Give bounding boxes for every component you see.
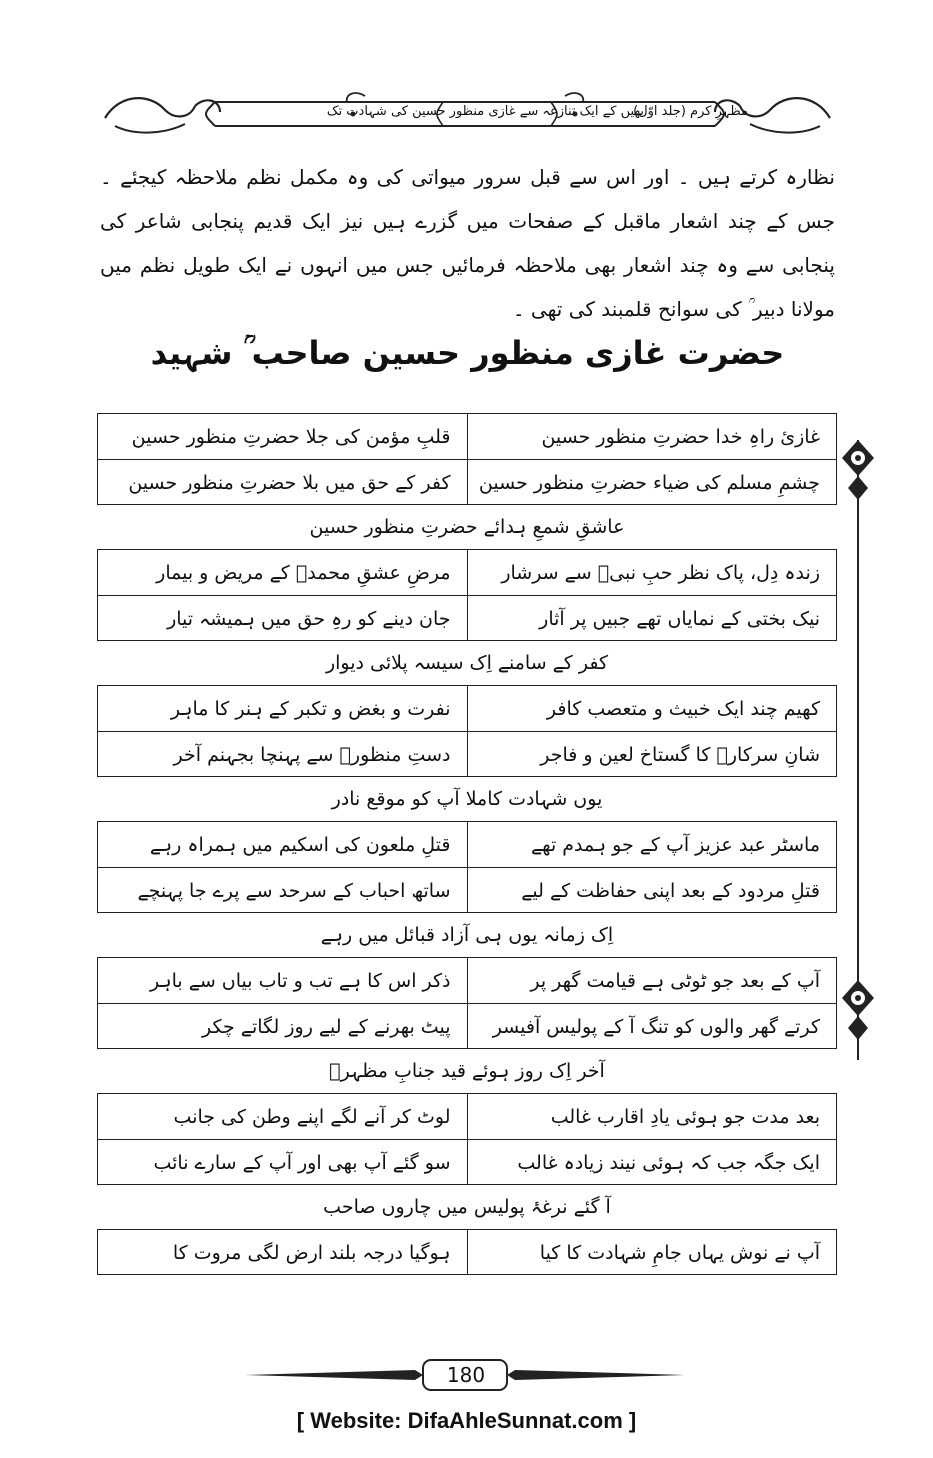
intro-text: نظارہ کرتے ہیں ۔ اور اس سے قبل سرور میواتی کی وہ مکمل نظم ملاحظہ کیجئے ۔ جس کے چند اشعار ماقبل کے صفحات میں گزرے ہیں نیز ایک قدیم پنجابی شاعر کی پنجابی سے وہ چند اشعار بھی ملاحظہ فرمائیں جس میں انہوں نے ایک طویل نظم میں مولانا دبیر ؒ کی سوانح قلمبند کی تھی ۔ <box>100 165 835 321</box>
couplet-row <box>97 1229 837 1275</box>
first-hemistich: ایک جگہ جب کہ ہوئی نیند زیادہ غالب <box>467 1139 838 1185</box>
first-hemistich: بعد مدت جو ہوئی یادِ اقارب غالب <box>467 1093 838 1139</box>
second-hemistich: پیٹ بھرنے کے لیے روز لگاتے چکر <box>97 1003 467 1049</box>
first-hemistich: کھیم چند ایک خبیث و متعصب کافر <box>467 685 838 731</box>
first-hemistich: آپ نے نوش یہاں جامِ شہادت کا کیا <box>467 1229 838 1275</box>
second-hemistich: سو گئے آپ بھی اور آپ کے سارے نائب <box>97 1139 467 1185</box>
refrain-line: آخر اِک روز ہوئے قید جنابِ مظہرؒ <box>329 1060 605 1082</box>
refrain-line: کفر کے سامنے اِک سیسہ پلائی دیوار <box>325 652 609 674</box>
ornament-medallion-bottom <box>842 980 874 1040</box>
first-hemistich: شانِ سرکارؐ کا گستاخ لعین و فاجر <box>467 731 838 777</box>
couplet-row <box>97 821 837 867</box>
couplet-row <box>97 549 837 595</box>
couplet-row <box>97 413 837 459</box>
poem-table <box>97 413 837 1275</box>
poem-rows <box>97 413 837 1275</box>
second-hemistich: دستِ منظورؒ سے پہنچا بجہنم آخر <box>97 731 467 777</box>
couplet-row <box>97 867 837 913</box>
side-ornament <box>838 440 878 1060</box>
intro-paragraph <box>100 155 835 331</box>
first-hemistich: ماسٹر عبد عزیز آپ کے جو ہمدم تھے <box>467 821 838 867</box>
page-number: 180 <box>446 1363 486 1387</box>
ornament-medallion-top <box>842 440 874 500</box>
second-hemistich: کفر کے حق میں بلا حضرتِ منظور حسین <box>97 459 467 505</box>
refrain-line: یوں شہادت کاملا آپ کو موقع نادر <box>331 788 603 810</box>
couplet-row <box>97 1093 837 1139</box>
refrain-line: آ گئے نرغۂ پولیس میں چاروں صاحب <box>323 1196 611 1218</box>
couplet-row <box>97 957 837 1003</box>
couplet-row <box>97 459 837 505</box>
second-hemistich: قلبِ مؤمن کی جلا حضرتِ منظور حسین <box>97 413 467 459</box>
couplet-row <box>97 685 837 731</box>
couplet-row <box>97 1003 837 1049</box>
first-hemistich: چشمِ مسلم کی ضیاء حضرتِ منظور حسین <box>467 459 838 505</box>
couplet-row <box>97 1139 837 1185</box>
poem-title: حضرت غازی منظور حسین صاحب ؒ شہید <box>150 334 785 372</box>
first-hemistich: آپ کے بعد جو ٹوٹی ہے قیامت گھر پر <box>467 957 838 1003</box>
second-hemistich: لوٹ کر آنے لگے اپنے وطن کی جانب <box>97 1093 467 1139</box>
website-footer[interactable]: [ Website: DifaAhleSunnat.com ] <box>296 1408 637 1433</box>
refrain-line: اِک زمانہ یوں ہی آزاد قبائل میں رہے <box>320 924 614 946</box>
first-hemistich: نیک بختی کے نمایاں تھے جبیں پر آثار <box>467 595 838 641</box>
second-hemistich: ذکر اس کا ہے تب و تاب بیاں سے باہر <box>97 957 467 1003</box>
second-hemistich: جان دینے کو رہِ حق میں ہمیشہ تیار <box>97 595 467 641</box>
couplet-row <box>97 595 837 641</box>
second-hemistich: قتلِ ملعون کی اسکیم میں ہمراہ رہے <box>97 821 467 867</box>
second-hemistich: ہوگیا درجہ بلند ارض لگی مروت کا <box>97 1229 467 1275</box>
first-hemistich: زندہ دِل، پاک نظر حبِ نبیؐ سے سرشار <box>467 549 838 595</box>
second-hemistich: مرضِ عشقِ محمدؐ کے مریض و بیمار <box>97 549 467 595</box>
book-volume-label: مظہرِ کرم (جلد اوّل) <box>633 104 748 119</box>
second-hemistich: نفرت و بغض و تکبر کے ہنر کا ماہر <box>97 685 467 731</box>
refrain-line: عاشقِ شمعِ ہدائے حضرتِ منظور حسین <box>309 516 625 538</box>
page-header <box>95 88 840 140</box>
first-hemistich: قتلِ مردود کے بعد اپنی حفاظت کے لیے <box>467 867 838 913</box>
second-hemistich: ساتھ احباب کے سرحد سے پرے جا پہنچے <box>97 867 467 913</box>
couplet-row <box>97 731 837 777</box>
chapter-subtitle: بھیں کے ایک تنازعہ سے غازی منظور حسین کی شہادت تک <box>326 104 644 119</box>
first-hemistich: غازیٔ راہِ خدا حضرتِ منظور حسین <box>467 413 838 459</box>
first-hemistich: کرتے گھر والوں کو تنگ آ کے پولیس آفیسر <box>467 1003 838 1049</box>
